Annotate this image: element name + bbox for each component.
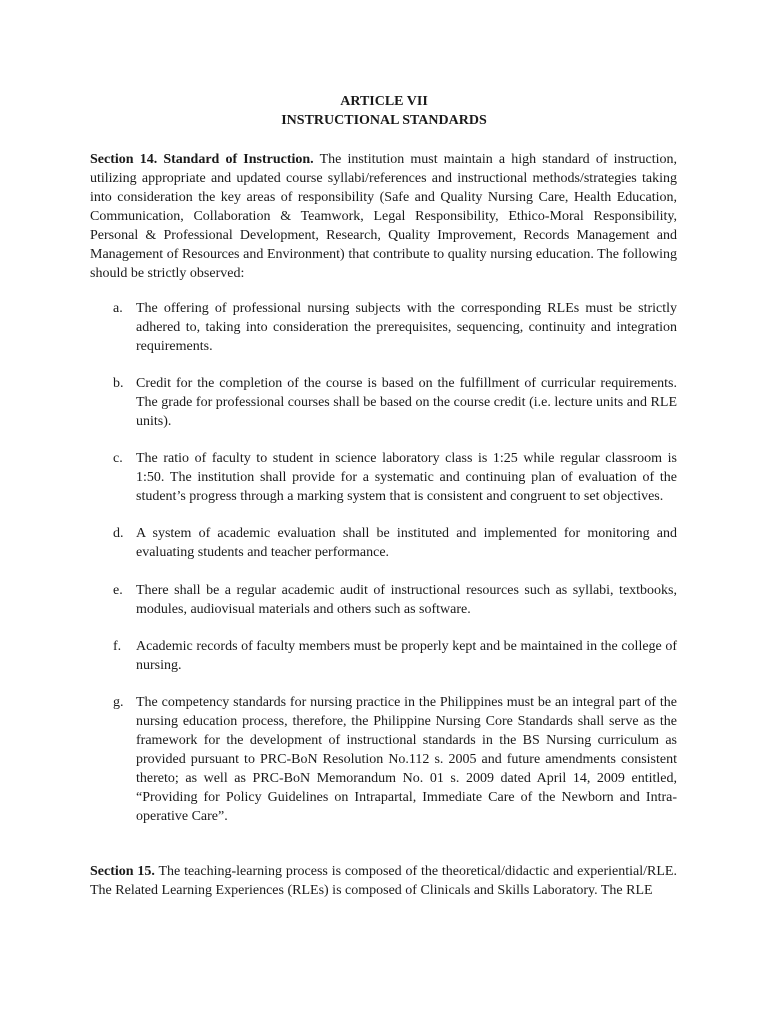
section-15-label: Section 15. (90, 864, 155, 879)
list-item-text: The ratio of faculty to student in science laboratory class is 1:25 while regular classroom is 1:50. The institution shall provide for a systematic and continuing plan of evaluation of the student’s progress through a marking system that is consistent and congruent to set objectives. (136, 451, 677, 504)
list-item-letter: b. (113, 376, 124, 391)
list-item-letter: g. (113, 695, 124, 710)
list-item-letter: a. (113, 301, 123, 316)
section-14-paragraph (90, 150, 677, 283)
list-item-letter: e. (113, 583, 123, 598)
article-title: ARTICLE VII (340, 94, 428, 109)
section-14-text: The institution must maintain a high standard of instruction, utilizing appropriate and updated course syllabi/references and instructional methods/strategies taking into consideration the key areas of responsibility (Safe and Quality Nursing Care, Health Education, Communication, Collaboration & Teamwork, Legal Responsibility, Ethico-Moral Responsibility, Personal & Professional Development, Research, Quality Improvement, Records Management and Management of Resources and Environment) that contribute to quality nursing education. The following should be strictly observed: (90, 152, 677, 281)
list-item-text: Credit for the completion of the course is based on the fulfillment of curricular requirements. The grade for professional courses shall be based on the course credit (i.e. lecture units and RLE units). (136, 376, 677, 429)
list-item-text: There shall be a regular academic audit of instructional resources such as syllabi, textbooks, modules, audiovisual materials and others such as software. (136, 583, 677, 617)
article-subtitle: INSTRUCTIONAL STANDARDS (281, 113, 487, 128)
section-15-paragraph (90, 862, 677, 900)
section-14-label: Section 14. Standard of Instruction. (90, 152, 314, 167)
list-item-letter: f. (113, 639, 122, 654)
list-item-text: A system of academic evaluation shall be instituted and implemented for monitoring and evaluating students and teacher performance. (136, 526, 677, 560)
section-15-text: The teaching-learning process is composed of the theoretical/didactic and experiential/RLE. The Related Learning Experiences (RLEs) is composed of Clinicals and Skills Laboratory. The RLE (90, 864, 677, 898)
list-item-text: The offering of professional nursing subjects with the corresponding RLEs must be strictly adhered to, taking into consideration the prerequisites, sequencing, continuity and integration requirements. (136, 301, 677, 354)
list-item-letter: d. (113, 526, 124, 541)
list-item-letter: c. (113, 451, 123, 466)
list-item-text: The competency standards for nursing practice in the Philippines must be an integral part of the nursing education process, therefore, the Philippine Nursing Core Standards shall serve as the framework for the development of instructional standards in the BS Nursing curriculum as provided pursuant to PRC-BoN Resolution No.112 s. 2005 and future amendments consistent thereto; as well as PRC-BoN Memorandum No. 01 s. 2009 dated April 14, 2009 entitled, “Providing for Policy Guidelines on Intrapartal, Immediate Care of the Newborn and Intra-operative Care”. (136, 695, 677, 824)
list-item-text: Academic records of faculty members must be properly kept and be maintained in the college of nursing. (136, 639, 677, 673)
